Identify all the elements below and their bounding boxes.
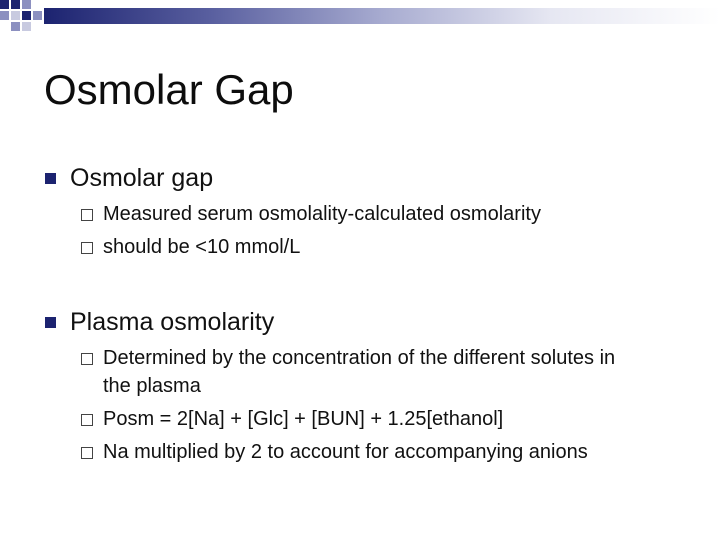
slide-title: Osmolar Gap [44, 66, 294, 113]
hollow-square-icon [81, 242, 93, 254]
bullet-text: Determined by the concentration of the different solutes in the plasma [103, 347, 616, 397]
hollow-square-icon [81, 447, 93, 459]
bullet-item-level1 [44, 306, 704, 338]
bullet-item-level2 [80, 438, 704, 466]
bullet-item-level1 [44, 162, 704, 194]
header-gradient-strip [44, 8, 720, 24]
checker-squares-icon [0, 0, 44, 34]
hollow-square-icon [81, 353, 93, 365]
bullet-item-level2 [80, 405, 704, 433]
section-osmolar-gap [44, 162, 704, 261]
filled-square-icon [45, 317, 56, 328]
filled-square-icon [45, 173, 56, 184]
bullet-item-level2 [80, 344, 704, 400]
bullet-text: Measured serum osmolality-calculated osmolarity [103, 203, 541, 225]
bullet-item-level2 [80, 233, 704, 261]
bullet-text: Posm = 2[Na] + [Glc] + [BUN] + 1.25[ethanol] [103, 408, 504, 430]
bullet-item-level2 [80, 200, 704, 228]
bullet-text: should be <10 mmol/L [103, 236, 301, 258]
hollow-square-icon [81, 414, 93, 426]
section-plasma-osmolarity [44, 306, 704, 466]
header-decoration [0, 0, 720, 34]
bullet-text: Na multiplied by 2 to account for accompanying anions [103, 441, 588, 463]
bullet-heading: Plasma osmolarity [70, 308, 275, 336]
hollow-square-icon [81, 209, 93, 221]
bullet-heading: Osmolar gap [70, 164, 214, 192]
